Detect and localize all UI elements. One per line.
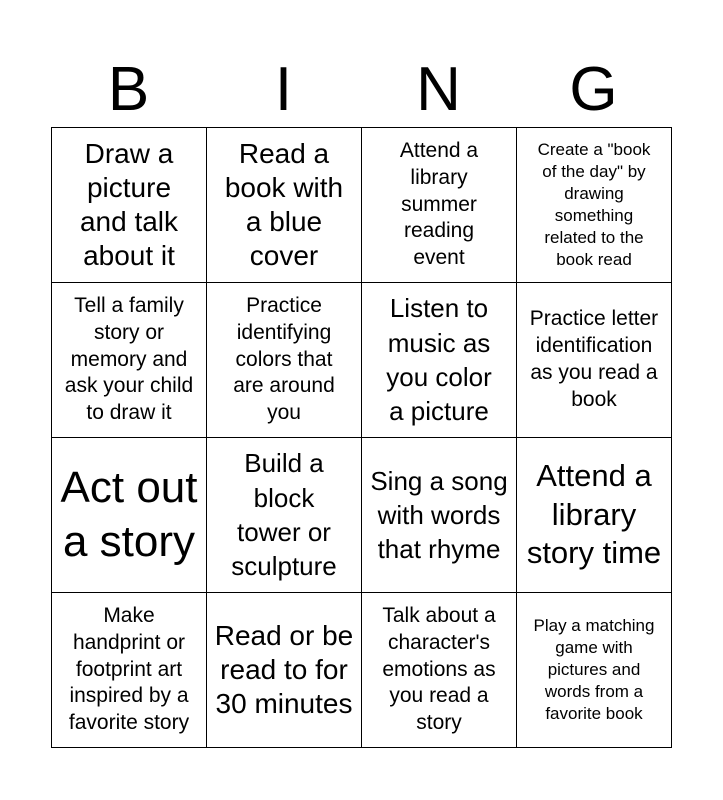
bingo-cell[interactable] <box>207 438 362 593</box>
header-letter-i: I <box>274 55 293 124</box>
bingo-cell[interactable] <box>362 128 517 283</box>
cell-text: Create a "book of the day" by drawing something related to the book read <box>537 139 651 270</box>
bingo-cell[interactable] <box>362 438 517 593</box>
cell-text: Sing a song with words that rhyme <box>370 465 508 565</box>
cell-text: Play a matching game with pictures and words from a favorite book <box>533 615 655 724</box>
cell-text: Act out a story <box>60 463 198 566</box>
bingo-header <box>51 52 671 128</box>
header-letter-b: B <box>107 55 150 124</box>
bingo-cell[interactable] <box>517 593 672 748</box>
cell-text: Read or be read to for 30 minutes <box>214 619 354 720</box>
bingo-cell[interactable] <box>207 128 362 283</box>
bingo-cell[interactable] <box>362 283 517 438</box>
cell-text: Listen to music as you color a picture <box>386 293 492 427</box>
bingo-cell[interactable] <box>362 593 517 748</box>
bingo-cell[interactable] <box>207 593 362 748</box>
cell-text: Draw a picture and talk about it <box>79 137 179 272</box>
header-letter-n: N <box>416 55 461 124</box>
bingo-cell[interactable] <box>52 438 207 593</box>
cell-text: Practice identifying colors that are around you <box>233 293 335 425</box>
cell-text: Attend a library summer reading event <box>399 138 479 270</box>
cell-text: Build a block tower or sculpture <box>231 448 337 582</box>
cell-text: Practice letter identification as you read a book <box>529 307 659 411</box>
bingo-cell[interactable] <box>52 283 207 438</box>
bingo-cell[interactable] <box>517 438 672 593</box>
bingo-cell[interactable] <box>517 128 672 283</box>
cell-text: Make handprint or footprint art inspired by a favorite story <box>68 603 190 735</box>
bingo-cell[interactable] <box>52 128 207 283</box>
cell-text: Tell a family story or memory and ask your child to draw it <box>64 293 194 425</box>
cell-text: Attend a library story time <box>526 458 662 571</box>
bingo-cell[interactable] <box>517 283 672 438</box>
cell-text: Talk about a character's emotions as you read a story <box>382 603 496 735</box>
cell-text: Read a book with a blue cover <box>224 137 344 272</box>
header-letter-g: G <box>569 55 618 124</box>
bingo-cell[interactable] <box>207 283 362 438</box>
bingo-cell[interactable] <box>52 593 207 748</box>
bingo-grid <box>51 127 672 748</box>
